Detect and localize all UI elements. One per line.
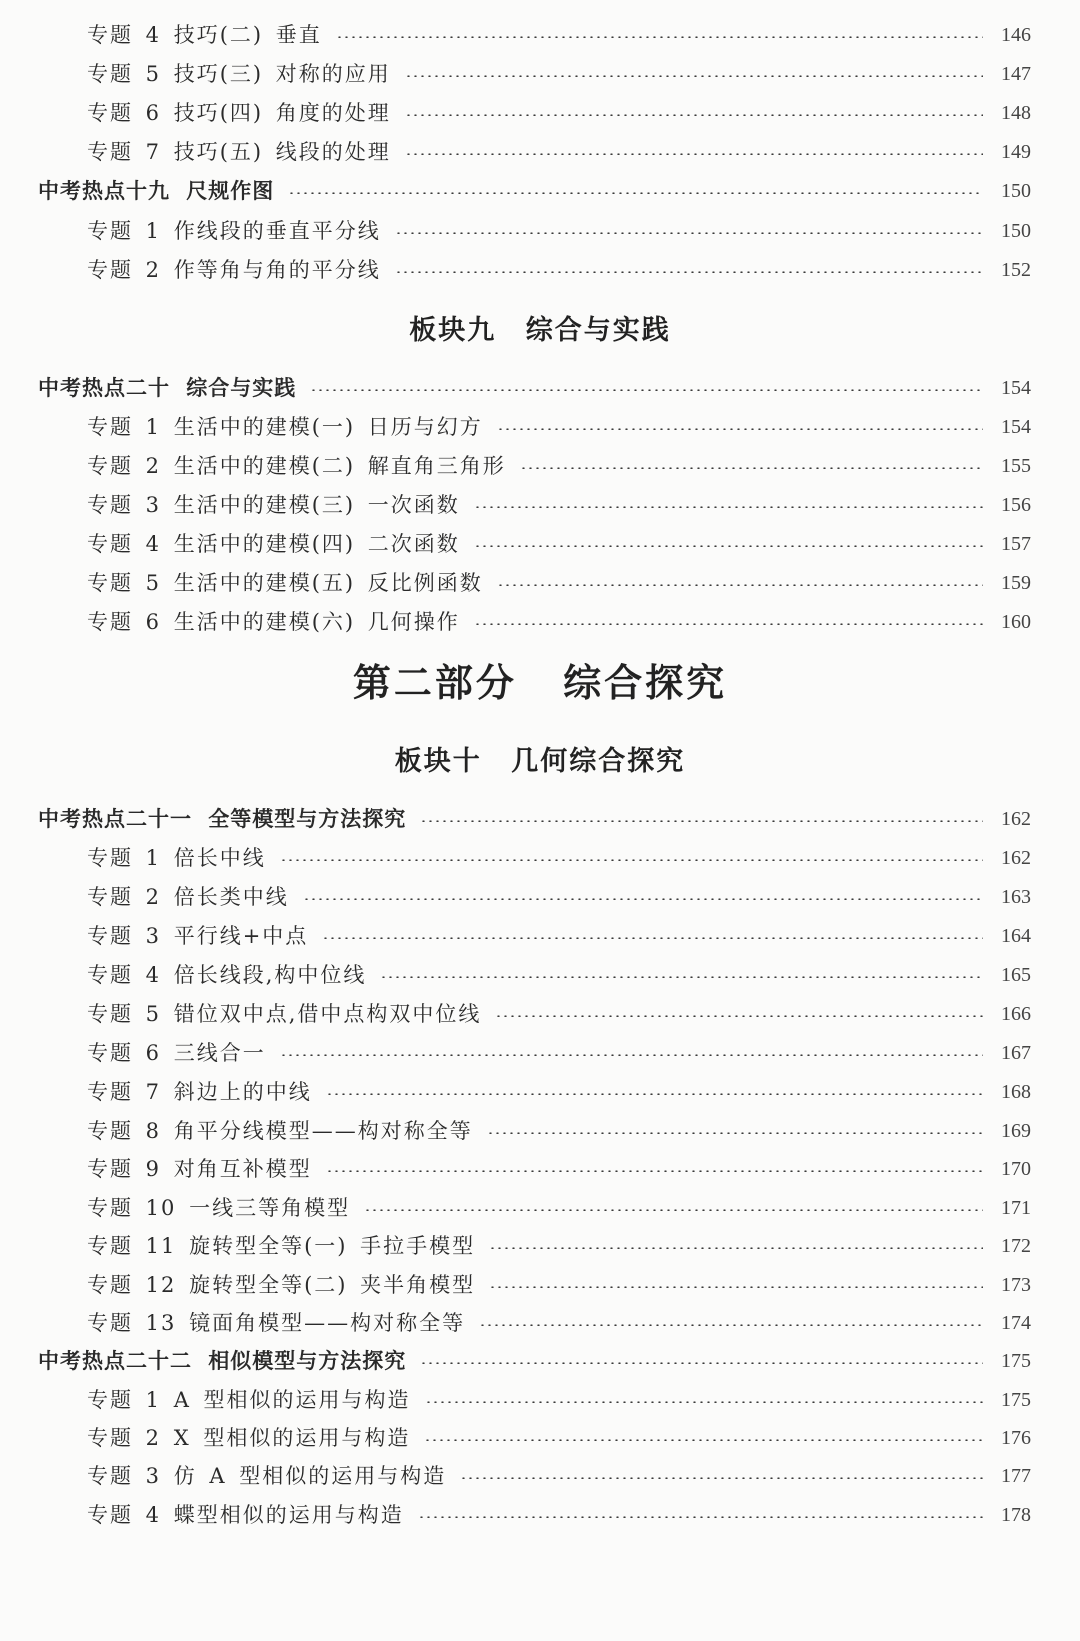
block-title: 板块九 综合与实践	[409, 315, 671, 346]
dot-leader	[303, 898, 983, 900]
topic-title: 专题 4 倍长线段,构中位线	[87, 963, 367, 987]
dot-leader	[487, 1132, 983, 1134]
dot-leader	[418, 1516, 983, 1518]
topic-title: 专题 7 技巧(五) 线段的处理	[87, 140, 391, 164]
page-number: 178	[1001, 1504, 1031, 1526]
dot-leader	[280, 1054, 983, 1056]
page-number: 147	[1001, 63, 1031, 85]
page-number: 155	[1001, 455, 1031, 477]
toc-topic-entry[interactable]	[0, 54, 1080, 94]
page-number: 154	[1001, 377, 1031, 399]
dot-leader	[336, 36, 983, 38]
dot-leader	[310, 389, 983, 391]
page-number: 175	[1001, 1389, 1031, 1411]
page-number: 171	[1001, 1197, 1031, 1219]
page-number: 148	[1001, 102, 1031, 124]
topic-title: 专题 1 倍长中线	[87, 846, 266, 870]
toc-topic-entry[interactable]	[0, 1033, 1080, 1073]
dot-leader	[520, 467, 983, 469]
topic-title: 专题 13 镜面角模型——构对称全等	[87, 1311, 466, 1335]
toc-topic-entry[interactable]	[0, 446, 1080, 486]
page-number: 152	[1001, 259, 1031, 281]
page-number: 157	[1001, 533, 1031, 555]
dot-leader	[326, 1093, 983, 1095]
topic-title: 专题 4 技巧(二) 垂直	[87, 23, 322, 47]
page-number: 166	[1001, 1003, 1031, 1025]
topic-title: 专题 1 A 型相似的运用与构造	[87, 1388, 411, 1412]
dot-leader	[497, 428, 983, 430]
toc-hotspot-entry[interactable]	[0, 368, 1080, 408]
dot-leader	[420, 1362, 983, 1364]
toc-topic-entry[interactable]	[0, 250, 1080, 290]
toc-topic-entry[interactable]	[0, 1149, 1080, 1189]
topic-title: 专题 3 仿 A 型相似的运用与构造	[87, 1464, 447, 1488]
page-number: 167	[1001, 1042, 1031, 1064]
topic-title: 专题 1 生活中的建模(一) 日历与幻方	[87, 415, 483, 439]
page-number: 162	[1001, 808, 1031, 830]
dot-leader	[474, 623, 983, 625]
topic-title: 专题 7 斜边上的中线	[87, 1080, 312, 1104]
page-number: 164	[1001, 925, 1031, 947]
toc-topic-entry[interactable]	[0, 838, 1080, 878]
toc-topic-entry[interactable]	[0, 407, 1080, 447]
toc-topic-entry[interactable]	[0, 1380, 1080, 1420]
topic-title: 专题 2 作等角与角的平分线	[87, 258, 381, 282]
topic-title: 专题 10 一线三等角模型	[87, 1196, 351, 1220]
toc-topic-entry[interactable]	[0, 93, 1080, 133]
topic-title: 专题 8 角平分线模型——构对称全等	[87, 1119, 473, 1143]
dot-leader	[405, 114, 983, 116]
dot-leader	[420, 820, 983, 822]
topic-title: 专题 11 旋转型全等(一) 手拉手模型	[87, 1234, 476, 1258]
toc-topic-entry[interactable]	[0, 15, 1080, 55]
page-number: 177	[1001, 1465, 1031, 1487]
toc-topic-entry[interactable]	[0, 1072, 1080, 1112]
page-number: 160	[1001, 611, 1031, 633]
topic-title: 专题 3 生活中的建模(三) 一次函数	[87, 493, 460, 517]
topic-title: 专题 2 X 型相似的运用与构造	[87, 1426, 411, 1450]
toc-topic-entry[interactable]	[0, 994, 1080, 1034]
toc-topic-entry[interactable]	[0, 563, 1080, 603]
toc-topic-entry[interactable]	[0, 524, 1080, 564]
dot-leader	[395, 232, 983, 234]
dot-leader	[479, 1324, 983, 1326]
dot-leader	[474, 545, 983, 547]
toc-topic-entry[interactable]	[0, 1226, 1080, 1266]
topic-title: 专题 5 错位双中点,借中点构双中位线	[87, 1002, 482, 1026]
dot-leader	[425, 1401, 983, 1403]
topic-title: 专题 3 平行线+中点	[87, 924, 309, 948]
toc-topic-entry[interactable]	[0, 877, 1080, 917]
toc-topic-entry[interactable]	[0, 132, 1080, 172]
page-number: 154	[1001, 416, 1031, 438]
dot-leader	[424, 1439, 983, 1441]
page-number: 176	[1001, 1427, 1031, 1449]
topic-title: 专题 2 生活中的建模(二) 解直角三角形	[87, 454, 506, 478]
toc-topic-entry[interactable]	[0, 1495, 1080, 1535]
page-number: 159	[1001, 572, 1031, 594]
page-number: 170	[1001, 1158, 1031, 1180]
block-title: 板块十 几何综合探究	[394, 746, 686, 777]
topic-title: 专题 6 技巧(四) 角度的处理	[87, 101, 391, 125]
toc-topic-entry[interactable]	[0, 916, 1080, 956]
page-number: 175	[1001, 1350, 1031, 1372]
topic-title: 专题 12 旋转型全等(二) 夹半角模型	[87, 1273, 476, 1297]
toc-topic-entry[interactable]	[0, 211, 1080, 251]
dot-leader	[395, 271, 983, 273]
dot-leader	[489, 1247, 983, 1249]
topic-title: 专题 6 生活中的建模(六) 几何操作	[87, 610, 460, 634]
topic-title: 专题 5 生活中的建模(五) 反比例函数	[87, 571, 483, 595]
dot-leader	[489, 1286, 983, 1288]
page-number: 169	[1001, 1120, 1031, 1142]
page-number: 163	[1001, 886, 1031, 908]
dot-leader	[326, 1170, 983, 1172]
toc-hotspot-entry[interactable]	[0, 171, 1080, 211]
page-number: 174	[1001, 1312, 1031, 1334]
hotspot-title: 中考热点二十二 相似模型与方法探究	[38, 1349, 407, 1373]
toc-topic-entry[interactable]	[0, 1188, 1080, 1228]
dot-leader	[364, 1209, 983, 1211]
dot-leader	[322, 937, 983, 939]
topic-title: 专题 2 倍长类中线	[87, 885, 289, 909]
page-number: 156	[1001, 494, 1031, 516]
toc-topic-entry[interactable]	[0, 1111, 1080, 1151]
toc-topic-entry[interactable]	[0, 1265, 1080, 1305]
toc-hotspot-entry[interactable]	[0, 799, 1080, 839]
page-number: 168	[1001, 1081, 1031, 1103]
dot-leader	[405, 153, 983, 155]
dot-leader	[280, 859, 983, 861]
topic-title: 专题 5 技巧(三) 对称的应用	[87, 62, 391, 86]
toc-hotspot-entry[interactable]	[0, 1341, 1080, 1381]
topic-title: 专题 6 三线合一	[87, 1041, 266, 1065]
page-number: 173	[1001, 1274, 1031, 1296]
dot-leader	[288, 192, 983, 194]
hotspot-title: 中考热点二十 综合与实践	[38, 376, 297, 400]
toc-topic-entry[interactable]	[0, 1418, 1080, 1458]
topic-title: 专题 4 生活中的建模(四) 二次函数	[87, 532, 460, 556]
toc-topic-entry[interactable]	[0, 955, 1080, 995]
topic-title: 专题 9 对角互补模型	[87, 1157, 312, 1181]
dot-leader	[460, 1477, 983, 1479]
dot-leader	[405, 75, 983, 77]
dot-leader	[497, 584, 983, 586]
dot-leader	[380, 976, 983, 978]
page-number: 172	[1001, 1235, 1031, 1257]
part-title: 第二部分 综合探究	[352, 661, 728, 705]
page-number: 150	[1001, 220, 1031, 242]
dot-leader	[474, 506, 983, 508]
hotspot-title: 中考热点十九 尺规作图	[38, 179, 275, 203]
toc-topic-entry[interactable]	[0, 602, 1080, 642]
toc-topic-entry[interactable]	[0, 1456, 1080, 1496]
page-number: 162	[1001, 847, 1031, 869]
page-number: 165	[1001, 964, 1031, 986]
toc-topic-entry[interactable]	[0, 485, 1080, 525]
topic-title: 专题 1 作线段的垂直平分线	[87, 219, 381, 243]
page-number: 149	[1001, 141, 1031, 163]
toc-topic-entry[interactable]	[0, 1303, 1080, 1343]
dot-leader	[495, 1015, 983, 1017]
page-number: 150	[1001, 180, 1031, 202]
hotspot-title: 中考热点二十一 全等模型与方法探究	[38, 807, 407, 831]
page-number: 146	[1001, 24, 1031, 46]
topic-title: 专题 4 蝶型相似的运用与构造	[87, 1503, 404, 1527]
